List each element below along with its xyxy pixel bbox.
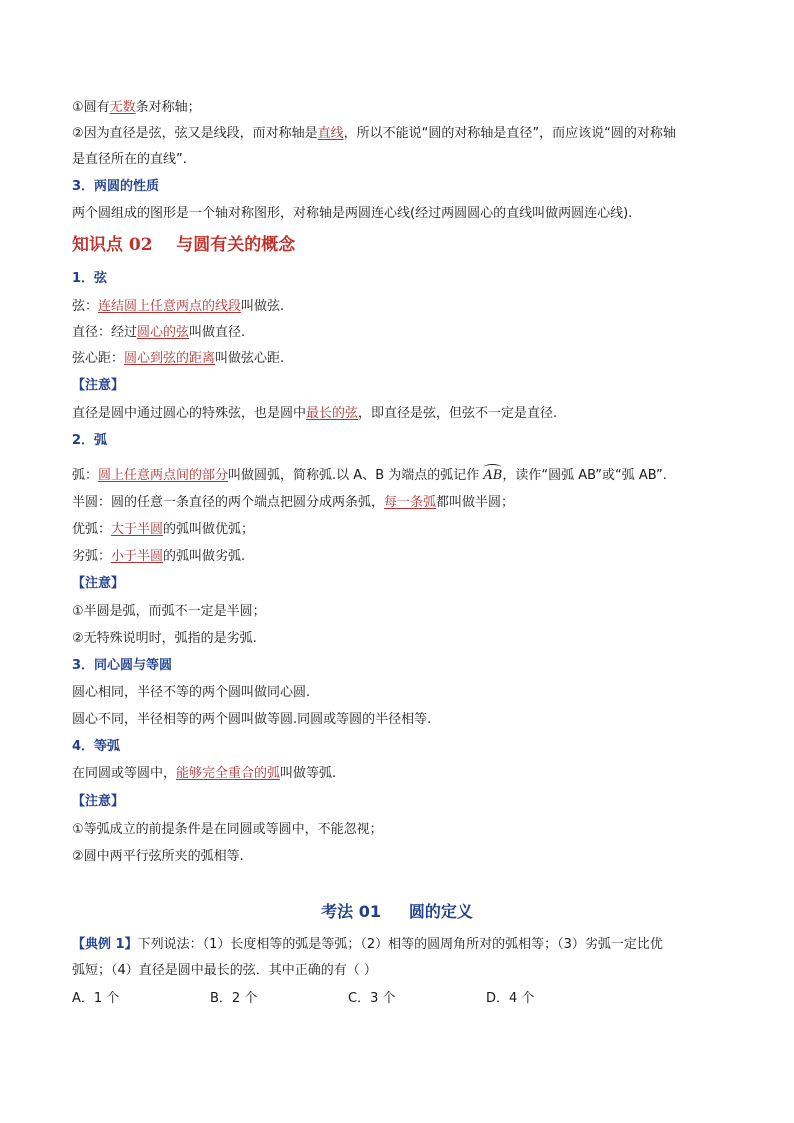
text: 直径是圆中通过圆心的特殊弦，也是圆中 xyxy=(72,406,307,421)
text: ①圆有 xyxy=(72,100,110,115)
text: ②因为直径是弦，弦又是线段，而对称轴是 xyxy=(72,126,318,141)
answer-blank: 圆心到弦的距离 xyxy=(124,351,216,366)
text: 弦心距： xyxy=(72,351,125,366)
arc-ab-symbol: AB xyxy=(483,468,503,483)
semicircle-definition xyxy=(72,494,514,512)
arc-definition xyxy=(72,467,667,485)
example-question-line-2: 弧短；（4）直径是圆中最长的弦．其中正确的有（ ） xyxy=(72,963,377,978)
answer-blank: 圆心的弦 xyxy=(137,325,190,340)
answer-blank: 最长的弦 xyxy=(306,406,359,421)
subheading-equal-arc: 4．等弧 xyxy=(72,739,121,754)
answer-blank: 圆上任意两点间的部分 xyxy=(98,468,229,483)
chord-distance-definition xyxy=(72,350,284,368)
note-label: 【注意】 xyxy=(72,794,125,809)
text: 下列说法：（1）长度相等的弧是等弧；（2）相等的圆周角所对的弧相等；（3）劣弧一定比优 xyxy=(137,937,663,952)
text: 直径：经过 xyxy=(72,325,138,340)
note-equal-arc-2: ②圆中两平行弦所夹的弧相等. xyxy=(72,849,244,864)
option-d: D．4 个 xyxy=(486,991,535,1006)
minor-arc-definition xyxy=(72,548,245,566)
text: 在同圆或等圆中， xyxy=(72,766,177,781)
text: 叫做弦心距. xyxy=(215,351,285,366)
property-line-2-cont: 是直径所在的直线”. xyxy=(72,152,187,167)
answer-blank: 连结圆上任意两点的线段 xyxy=(98,299,242,314)
method-title: 圆的定义 xyxy=(408,902,473,921)
answer-blank: 小于半圆 xyxy=(111,549,164,564)
concentric-text-1: 圆心相同，半径不等的两个圆叫做同心圆. xyxy=(72,685,311,700)
subheading-arc: 2．弧 xyxy=(72,433,108,448)
chord-definition xyxy=(72,298,284,316)
property-line-1 xyxy=(72,99,201,117)
section-number: 知识点 02 xyxy=(72,235,153,255)
text: 弦： xyxy=(72,299,99,314)
property-line-2 xyxy=(72,125,676,143)
answer-blank: 直线 xyxy=(317,126,344,141)
text: 半圆：圆的任意一条直径的两个端点把圆分成两条弧， xyxy=(72,495,385,510)
major-arc-definition xyxy=(72,521,254,539)
text: 弧： xyxy=(72,468,99,483)
text: 叫做圆弧，简称弧.以 A、B 为端点的弧记作 xyxy=(228,468,484,483)
note-label: 【注意】 xyxy=(72,576,125,591)
text: 的弧叫做劣弧. xyxy=(163,549,246,564)
answer-blank: 每一条弧 xyxy=(384,495,437,510)
note-equal-arc-1: ①等弧成立的前提条件是在同圆或等圆中，不能忽视； xyxy=(72,822,383,837)
answer-blank: 大于半圆 xyxy=(111,522,164,537)
text: 条对称轴； xyxy=(135,100,201,115)
text: 叫做直径. xyxy=(189,325,246,340)
section-heading xyxy=(72,234,295,256)
method-number: 考法 01 xyxy=(321,902,381,921)
example-tag: 【典例 1】 xyxy=(72,937,138,952)
text: 的弧叫做优弧； xyxy=(163,522,255,537)
two-circles-text: 两个圆组成的图形是一个轴对称图形，对称轴是两圆连心线(经过两圆圆心的直线叫做两圆连心线). xyxy=(72,206,633,221)
option-b: B．2 个 xyxy=(210,991,258,1006)
section-title: 与圆有关的概念 xyxy=(176,235,296,255)
answer-blank: 能够完全重合的弧 xyxy=(176,766,281,781)
text: ，即直径是弦，但弦不一定是直径. xyxy=(358,406,558,421)
concentric-text-2: 圆心不同，半径相等的两个圆叫做等圆.同圆或等圆的半径相等. xyxy=(72,712,432,727)
subheading-concentric: 3．同心圆与等圆 xyxy=(72,658,173,673)
example-question-line-1 xyxy=(72,936,663,954)
method-heading xyxy=(0,901,794,923)
note-arc-1: ①半圆是弧，而弧不一定是半圆； xyxy=(72,604,266,619)
note-label: 【注意】 xyxy=(72,378,125,393)
note-arc-2: ②无特殊说明时，弧指的是劣弧. xyxy=(72,631,257,646)
diameter-definition xyxy=(72,324,245,342)
option-c: C．3 个 xyxy=(348,991,396,1006)
text: 劣弧： xyxy=(72,549,112,564)
text: 都叫做半圆； xyxy=(436,495,515,510)
subheading-two-circles: 3．两圆的性质 xyxy=(72,179,160,194)
text: 叫做弦. xyxy=(241,299,285,314)
subheading-chord: 1．弦 xyxy=(72,271,108,286)
text: ，读作“圆弧 AB”或“弧 AB”. xyxy=(502,468,667,483)
text: 优弧： xyxy=(72,522,112,537)
option-a: A．1 个 xyxy=(72,991,120,1006)
text: 叫做等弧. xyxy=(280,766,337,781)
answer-blank: 无数 xyxy=(109,100,136,115)
equal-arc-definition xyxy=(72,765,336,783)
text: ，所以不能说“圆的对称轴是直径”，而应该说“圆的对称轴 xyxy=(343,126,676,141)
note-diameter xyxy=(72,405,557,423)
